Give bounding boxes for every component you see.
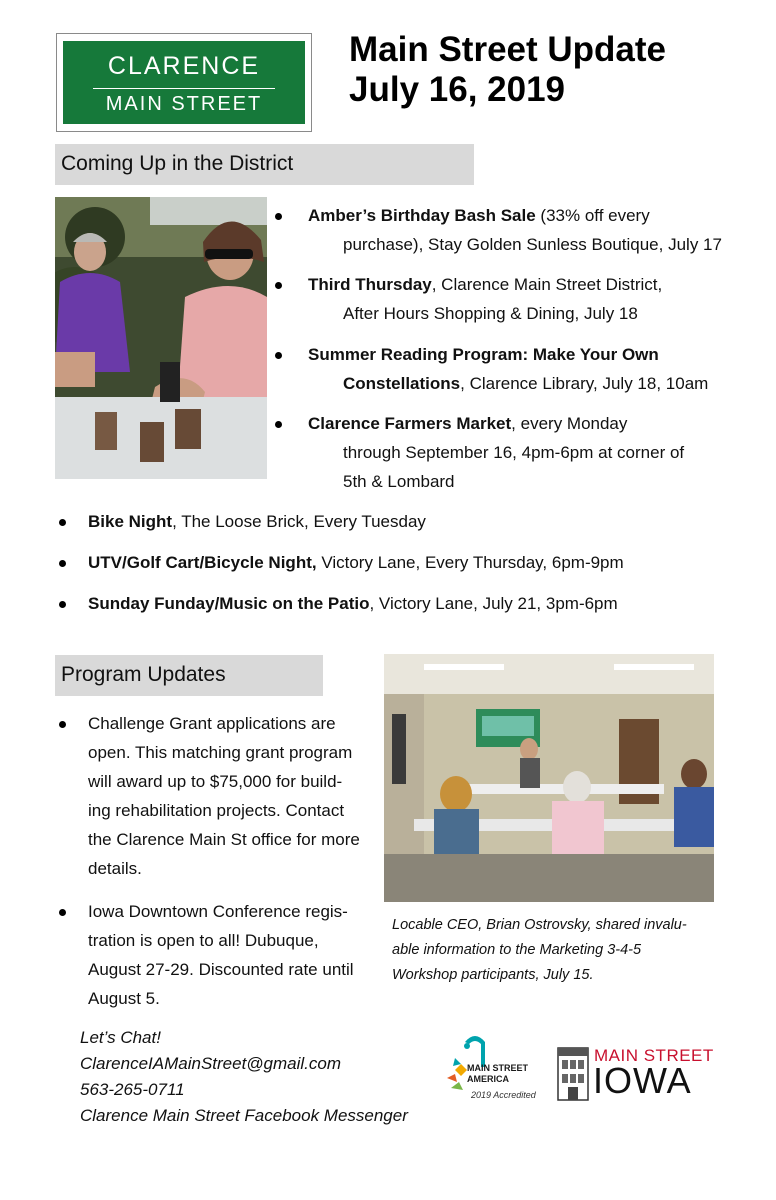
update-line: details. (88, 859, 142, 878)
update-item-downtown-conference (88, 897, 388, 1013)
title-date: July 16, 2019 (349, 70, 565, 109)
update-line: Iowa Downtown Conference regis- (88, 902, 348, 921)
bullet-dot (59, 721, 66, 728)
update-line: open. This matching grant program (88, 743, 353, 762)
msi-logo-line-2: IOWA (593, 1060, 692, 1101)
event-detail: , The Loose Brick, Every Tuesday (172, 512, 426, 531)
update-line: will award up to $75,000 for build- (88, 772, 343, 791)
photo-workshop-presentation (384, 654, 714, 902)
logo-panel (63, 41, 305, 124)
contact-heading: Let’s Chat! (80, 1028, 161, 1047)
section-heading-coming-up: Coming Up in the District (55, 144, 474, 185)
section-heading-program-updates: Program Updates (55, 655, 323, 696)
newsletter-title (349, 30, 769, 110)
caption-line: Workshop participants, July 15. (392, 967, 594, 983)
photo-women-pouring-drinks (55, 197, 267, 479)
event-detail: After Hours Shopping & Dining, July 18 (343, 304, 638, 323)
event-title: Clarence Farmers Market (308, 414, 512, 433)
bullet-dot (59, 519, 66, 526)
bullet-dot (59, 909, 66, 916)
caption-line: Locable CEO, Brian Ostrovsky, shared invalu- (392, 917, 687, 933)
event-detail: , Clarence Library, July 18, 10am (460, 374, 709, 393)
event-detail: Victory Lane, Every Thursday, 6pm-9pm (316, 553, 624, 572)
msa-logo-line-2: AMERICA (467, 1074, 509, 1084)
update-item-challenge-grant (88, 709, 388, 883)
update-line: August 27-29. Discounted rate until (88, 960, 354, 979)
bullet-dot (275, 213, 282, 220)
clarence-main-street-logo (56, 33, 312, 132)
event-detail: , every Monday (511, 414, 628, 433)
update-line: tration is open to all! Dubuque, (88, 931, 319, 950)
msa-logo-line-1: MAIN STREET (467, 1063, 529, 1073)
bullet-dot (275, 282, 282, 289)
event-title: Bike Night (88, 512, 173, 531)
bullet-dot (59, 560, 66, 567)
msi-logo-line-1: MAIN STREET (594, 1046, 714, 1065)
update-line: the Clarence Main St office for more (88, 830, 360, 849)
main-street-iowa-logo (556, 1044, 731, 1102)
msa-logo-accredited: 2019 Accredited (471, 1090, 536, 1100)
event-detail: (33% off every (535, 206, 650, 225)
event-item-bike-night (88, 507, 758, 536)
event-detail: purchase), Stay Golden Sunless Boutique, July 17 (343, 235, 722, 254)
event-title: Summer Reading Program: Make Your Own (308, 345, 659, 364)
event-title: Sunday Funday/Music on the Patio (88, 594, 370, 613)
logo-line-2: MAIN STREET (105, 93, 263, 115)
event-item-third-thursday (308, 270, 748, 328)
caption-line: able information to the Marketing 3-4-5 (392, 942, 642, 958)
update-line: ing rehabilitation projects. Contact (88, 801, 345, 820)
logo-line-1: CLARENCE (107, 52, 261, 80)
event-item-summer-reading (308, 340, 748, 398)
update-line: August 5. (88, 989, 160, 1008)
logo-divider (93, 88, 275, 89)
event-title-cont: Constellations (343, 374, 461, 393)
contact-email: ClarenceIAMainStreet@gmail.com (80, 1054, 342, 1073)
main-street-america-logo (443, 1030, 543, 1108)
contact-phone: 563-265-0711 (80, 1080, 185, 1099)
photo-caption (392, 913, 722, 988)
event-item-farmers-market (308, 409, 748, 496)
event-title: Third Thursday (308, 275, 432, 294)
event-title: Amber’s Birthday Bash Sale (308, 206, 536, 225)
bullet-dot (59, 601, 66, 608)
update-line: Challenge Grant applications are (88, 714, 336, 733)
event-detail: , Victory Lane, July 21, 3pm-6pm (369, 594, 618, 613)
title-line-1: Main Street Update (349, 30, 666, 69)
event-detail: , Clarence Main Street District, (431, 275, 663, 294)
event-detail: 5th & Lombard (343, 472, 455, 491)
bullet-dot (275, 352, 282, 359)
contact-block (80, 1025, 460, 1129)
bullet-dot (275, 421, 282, 428)
event-title: UTV/Golf Cart/Bicycle Night, (88, 553, 317, 572)
event-detail: through September 16, 4pm-6pm at corner of (343, 443, 685, 462)
contact-facebook: Clarence Main Street Facebook Messenger (80, 1106, 408, 1125)
event-item-sunday-funday (88, 589, 758, 618)
event-item-utv-night (88, 548, 758, 577)
event-item-birthday-bash (308, 201, 748, 259)
